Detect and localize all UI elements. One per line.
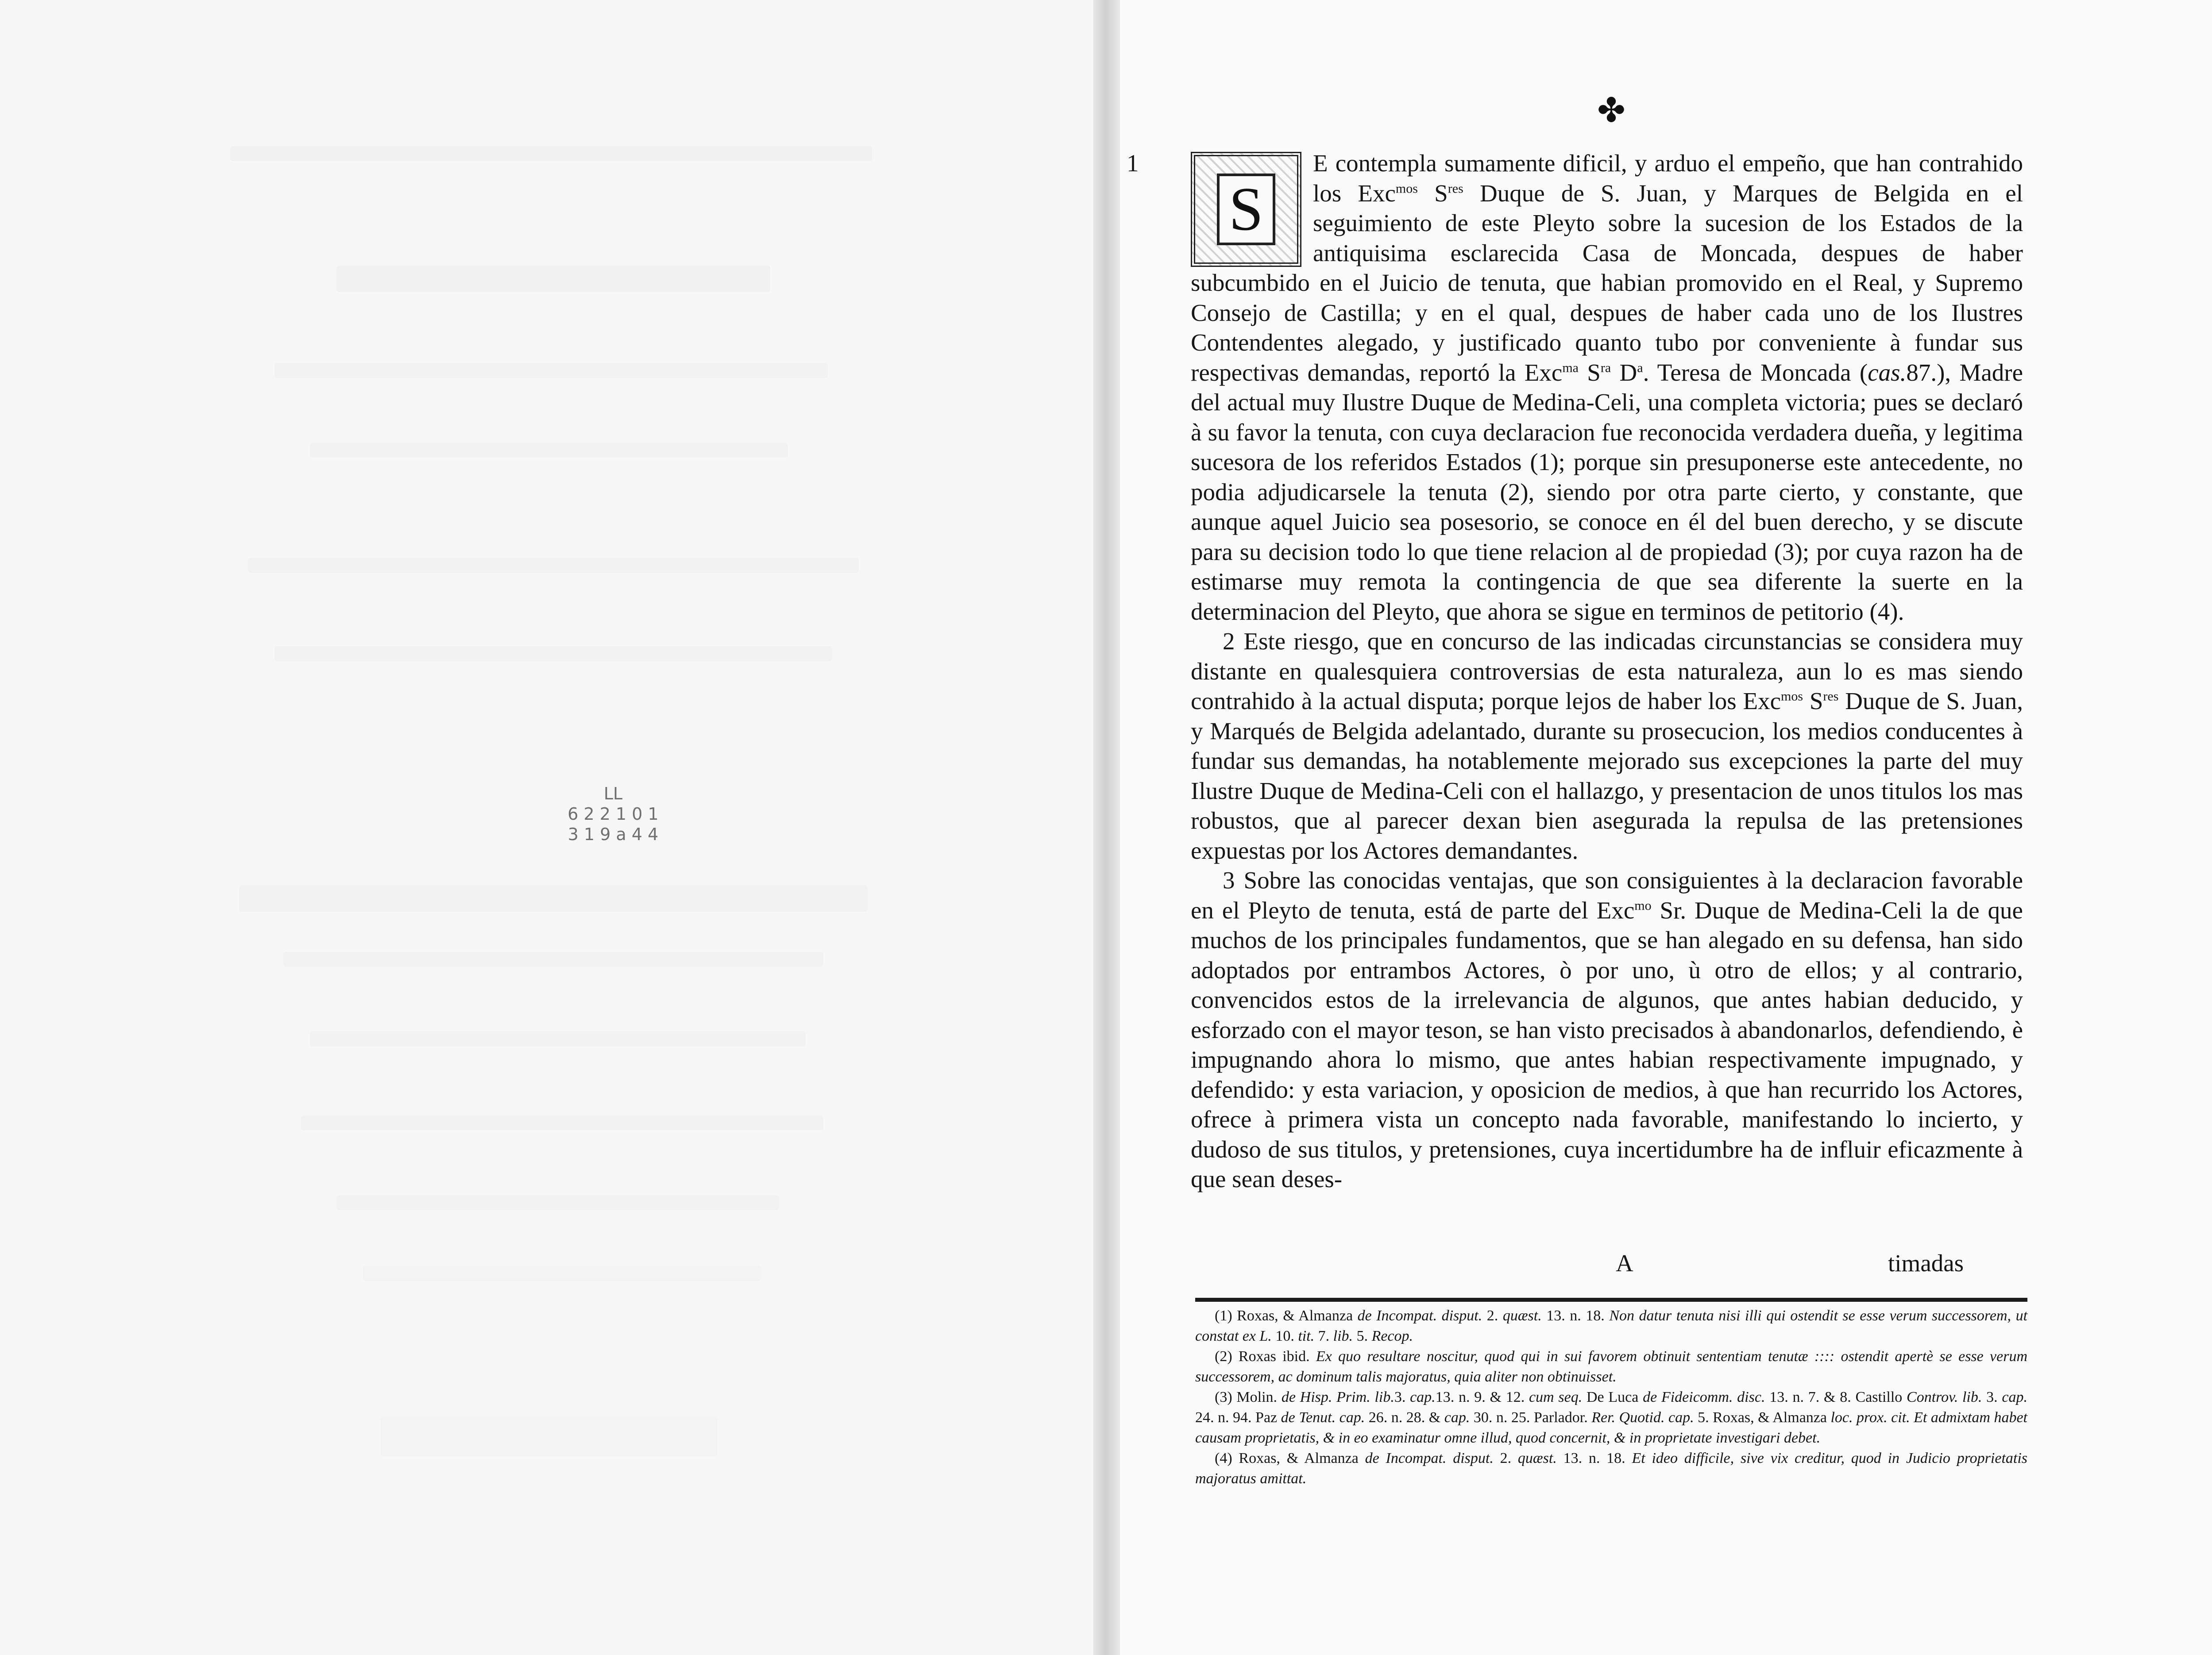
text-run: (4) Roxas, & Almanza [1215,1450,1365,1466]
text-run: 13. n. 18. [1541,1308,1610,1324]
text-run: (1) Roxas, & Almanza [1215,1308,1358,1324]
italic-citation: cum seq. [1529,1389,1583,1405]
signature-mark: A [1616,1250,1633,1277]
text-run: 2. [1493,1450,1518,1466]
bleed-through-line [248,558,859,573]
italic-citation: cap. [2002,1389,2027,1405]
paragraph-text [1191,628,2023,864]
superscript-abbrev: ra [1600,360,1611,375]
bleed-through-line [336,266,770,292]
text-run: (2) Roxas ibid. [1215,1348,1316,1365]
italic-citation: Ex quo resultare noscitur, quod qui in sui favorem obtinuit sententiam tenutæ :::: ostendit apertè se esse verum successorem, ac dominum talis majoratus, quia aliter non obtinuisset. [1195,1348,2027,1385]
bleed-through-line [283,952,823,967]
paragraph-text [1191,150,2023,625]
main-text [1127,148,2023,1194]
italic-citation: de Hisp. Prim. lib. [1281,1389,1394,1405]
bleed-through-line [301,1115,823,1130]
text-run: S [1803,687,1823,714]
bleed-through-line [274,646,832,661]
superscript-abbrev: mos [1395,181,1418,196]
catchword: timadas [1888,1250,1964,1277]
superscript-abbrev: res [1823,689,1839,704]
bleed-through-line [381,1416,717,1456]
handwritten-shelfmark [547,783,679,845]
italic-citation: quæst. [1517,1450,1557,1466]
paragraph-number: 3 [1223,867,1235,894]
shelfmark-line: 6 2 2 1 0 1 [567,804,659,824]
text-run: E contempla sumamente dificil, y arduo el empeño, que han contrahido los Exc [1313,150,2023,207]
text-run: 5. [1353,1328,1372,1344]
text-run: Sobre las conocidas ventajas, que son consiguientes à la declaracion favorable en el Pleyto de tenuta, está de parte del Exc [1191,867,2023,924]
text-run: S [1417,179,1448,207]
bleed-through-line [239,885,868,912]
shelfmark-line: 3 1 9 a 4 4 [567,825,659,844]
italic-citation: Rer. Quotid. cap. [1591,1409,1694,1426]
text-run: Sr. Duque de Medina-Celi la de que muchos de los principales fundamentos, que se han alegado en su defensa, han sido adoptados por entrambos Actores, ò por uno, ù otro de ellos; y al contrario, convencidos estos de la irrelevancia de algunos, que antes habian deducido, y esforzado con el mayor teson, se han visto precisados à abandonarlos, defendiendo, è impugnando ahora lo mismo, que antes habian respectivamente impugnado, y defendido: y esta variacion, y oposicion de medios, à que han recurrido los Actores, ofrece à primera vista un concepto nada favorable, manifestando lo incierto, y dudoso de sus titulos, y pretensiones, cuya incertidumbre ha de influir eficazmente à que sean deses- [1191,896,2023,1192]
book-gutter [1093,0,1120,1655]
paragraph-1 [1127,148,2023,626]
italic-citation: tit. [1298,1328,1315,1344]
text-run: 13. n. 18. [1556,1450,1632,1466]
superscript-abbrev: a [1637,360,1643,375]
footnote [1195,1448,2027,1489]
text-run: 2. [1482,1308,1503,1324]
italic-citation: de Tenut. cap. [1281,1409,1365,1426]
bleed-through-line [310,443,788,458]
text-run: 13. n. 7. & 8. Castillo [1765,1389,1907,1405]
italic-citation: de Fideicomm. disc. [1643,1389,1765,1405]
text-run: Duque de S. Juan, y Marques de Belgida en el seguimiento de este Pleyto sobre la sucesion de los Estados de la antiquisima esclarecida Casa de Moncada, despues de haber subcumbido en el Juicio de tenuta, que habian promovido en el Real, y Supremo Consejo de Castilla; y en el qual, despues de haber cada uno de los Ilustres Contendentes alegado, y justificado quanto tubo por conveniente à fundar sus respectivas demandas, reportó la Exc [1191,179,2023,386]
footnotes [1195,1306,2027,1489]
text-run: 10. [1271,1328,1298,1344]
superscript-abbrev: mo [1634,898,1652,913]
paragraph-number: 2 [1223,628,1235,655]
text-run: 3. [1394,1389,1410,1405]
text-run: 26. n. 28. & [1365,1409,1444,1426]
cross-ornament-icon: ✤ [1597,92,1625,129]
italic-citation: lib. [1333,1328,1353,1344]
paragraph-text [1191,867,2023,1192]
left-page-blank [0,0,1093,1655]
paragraph-2 [1191,626,2023,865]
decorated-initial [1191,152,1301,267]
text-run: 87.), Madre del actual muy Ilustre Duque de Medina-Celi, una completa victoria; pues se declaró à su favor la tenuta, con cuya declaracion fue reconocida verdadera dueña, y legitima sucesora de los referidos Estados (1); porque sin presuponerse este antecedente, no podia adjudicarsele la tenuta (2), siendo por otra parte cierto, y constante, que aunque aquel Juicio sea posesorio, se conoce en él del buen derecho, y se discute para su decision todo lo que tiene relacion al de propiedad (3); por cuya razon ha de estimarse muy remota la contingencia de que sea diferente la suerte en la determinacion del Pleyto, que ahora se sigue en terminos de petitorio (4). [1191,359,2023,625]
text-run: . Teresa de Moncada ( [1643,359,1868,386]
bleed-through-line [310,1031,806,1046]
italic-citation: de Incompat. disput. [1365,1450,1494,1466]
italic-citation: Recop. [1371,1328,1413,1344]
text-run: 3. [1982,1389,2002,1405]
italic-citation: Et ideo difficile, sive vix creditur, quod in Judicio proprietatis majoratus amittat. [1195,1450,2028,1487]
italic-citation: cas. [1868,359,1907,386]
text-run: D [1611,359,1637,386]
shelfmark-line: LL [603,784,623,803]
italic-citation: de Incompat. disput. [1357,1308,1482,1324]
initial-letter: S [1217,174,1275,245]
bleed-through-line [274,363,828,378]
text-run: 7. [1314,1328,1333,1344]
superscript-abbrev: mos [1781,689,1803,704]
superscript-abbrev: ma [1562,360,1579,375]
text-run: Duque de S. Juan, y Marqués de Belgida adelantado, durante su prosecucion, los medios conducentes à fundar sus demandas, ha notablemente mejorado sus excepciones la parte del muy Ilustre Duque de Medina-Celi con el hallazgo, y presentacion de unos titulos los mas robustos, que al parecer dexan bien asegurada la repulsa de las pretensiones expuestas por los Actores demandantes. [1191,687,2023,864]
footnote [1195,1387,2027,1448]
footnote [1195,1346,2027,1387]
italic-citation: quæst. [1502,1308,1542,1324]
italic-citation: cap. [1444,1409,1470,1426]
bleed-through-line [336,1195,779,1210]
italic-citation: loc. prox. cit. Et admixtam habet causam proprietatis, & in eo examinatur omne illud, quod concernit, & in proprietate investigari debet. [1195,1409,2027,1446]
italic-citation: Controv. lib. [1907,1389,1982,1405]
text-run: 24. n. 94. Paz [1195,1409,1281,1426]
italic-citation: Non datur tenuta nisi illi qui ostendit se esse verum successorem, ut constat ex L. [1195,1308,2028,1344]
superscript-abbrev: res [1448,181,1463,196]
italic-citation: cap. [1410,1389,1436,1405]
text-run: (3) Molin. [1215,1389,1282,1405]
footnote [1195,1306,2027,1346]
text-run: 13. n. 9. & 12. [1435,1389,1529,1405]
footnote-rule [1195,1298,2027,1302]
paragraph-number: 1 [1127,150,1139,177]
bleed-through-line [230,146,872,161]
text-run: 30. n. 25. Parlador. [1470,1409,1592,1426]
text-run: 5. Roxas, & Almanza [1694,1409,1831,1426]
paragraph-3 [1191,865,2023,1194]
text-run: S [1578,359,1601,386]
text-run: De Luca [1582,1389,1643,1405]
text-run: Este riesgo, que en concurso de las indicadas circunstancias se considera muy distante en qualesquiera controversias de esta naturaleza, aun lo es mas siendo contrahido à la actual disputa; porque lejos de haber los Exc [1191,628,2023,714]
bleed-through-line [363,1266,761,1281]
